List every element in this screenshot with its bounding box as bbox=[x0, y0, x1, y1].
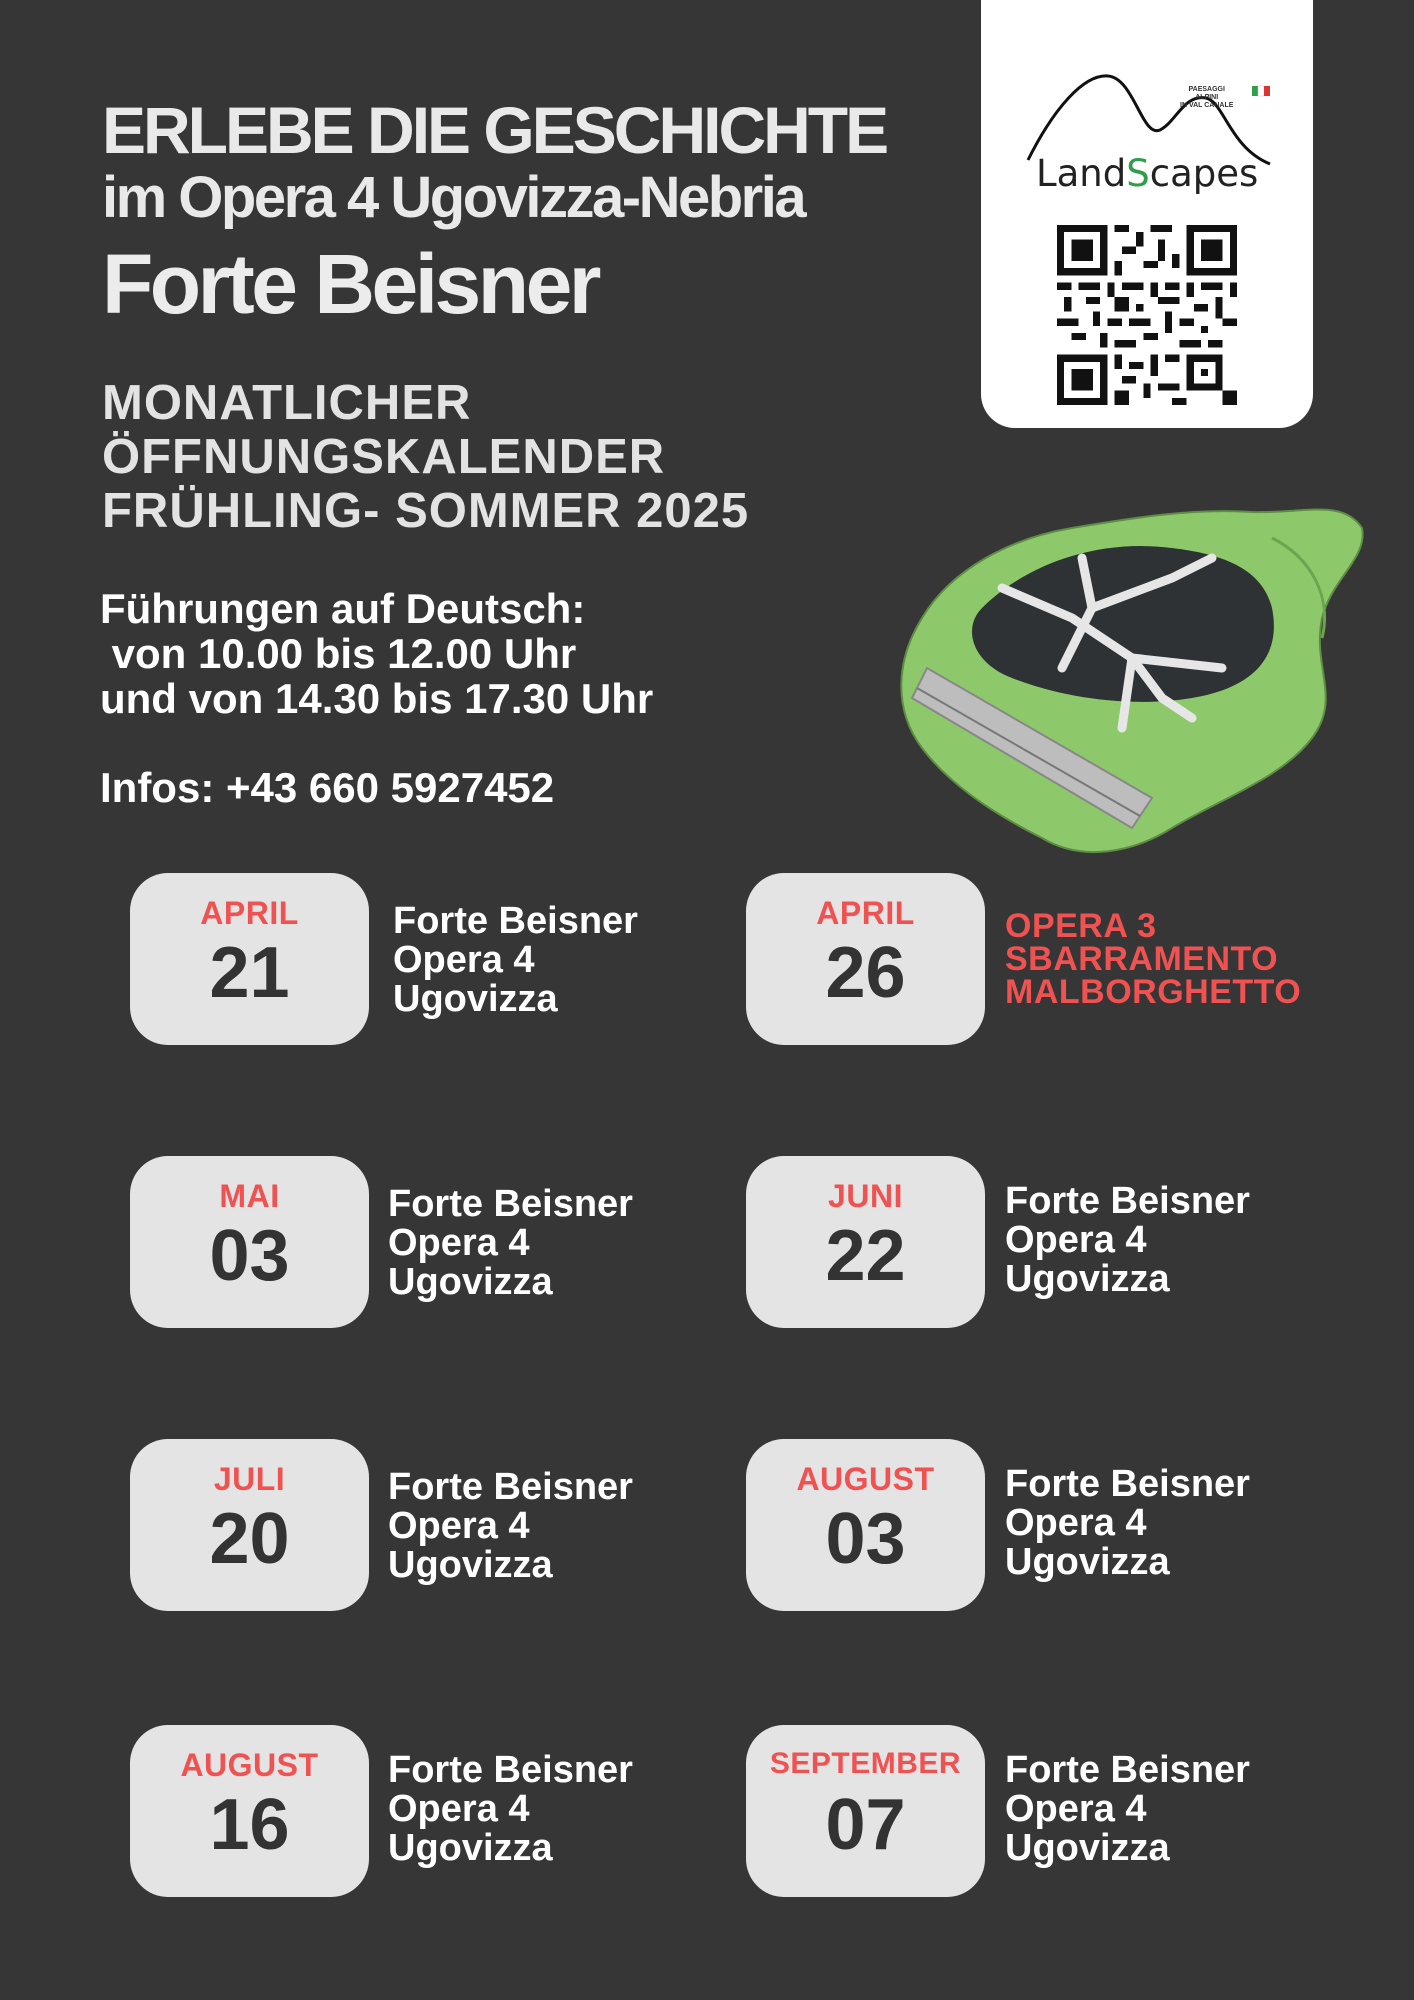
date-month: AUGUST bbox=[180, 1747, 319, 1783]
event-description: Forte Beisner Opera 4 Ugovizza bbox=[388, 1466, 633, 1586]
event-description-highlight: OPERA 3 SBARRAMENTO MALBORGHETTO bbox=[1005, 907, 1302, 1011]
headline-line2: im Opera 4 Ugovizza-Nebria bbox=[102, 165, 805, 230]
date-month: JUNI bbox=[828, 1178, 903, 1214]
event-description: Forte Beisner Opera 4 Ugovizza bbox=[388, 1183, 633, 1303]
tour-times-line3: und von 14.30 bis 17.30 Uhr bbox=[100, 675, 654, 722]
date-month: APRIL bbox=[200, 895, 299, 931]
event-description: Forte Beisner Opera 4 Ugovizza bbox=[393, 900, 638, 1020]
event-description: Forte Beisner Opera 4 Ugovizza bbox=[1005, 1749, 1250, 1869]
date-day: 22 bbox=[825, 1216, 906, 1296]
date-box bbox=[130, 1439, 369, 1611]
calendar-title-line1: MONATLICHER bbox=[102, 376, 472, 430]
tour-times-line2: von 10.00 bis 12.00 Uhr bbox=[100, 630, 577, 677]
date-day: 07 bbox=[825, 1785, 906, 1865]
event-description: Forte Beisner Opera 4 Ugovizza bbox=[1005, 1180, 1250, 1300]
date-box bbox=[746, 1439, 985, 1611]
date-day: 26 bbox=[825, 933, 906, 1013]
date-month: MAI bbox=[219, 1178, 280, 1214]
date-box bbox=[130, 873, 369, 1045]
tour-times-line1: Führungen auf Deutsch: bbox=[100, 585, 586, 632]
calendar-title-line2: ÖFFNUNGSKALENDER bbox=[102, 430, 666, 484]
date-day: 03 bbox=[209, 1216, 290, 1296]
flag-icon bbox=[1252, 86, 1258, 96]
date-box bbox=[130, 1725, 369, 1897]
qr-code-icon[interactable] bbox=[1057, 225, 1237, 405]
logo-small-text: PAESAGGI ALPINI IN VAL CANALE bbox=[1180, 86, 1234, 109]
info-phone: Infos: +43 660 5927452 bbox=[100, 764, 555, 811]
headline-line1: ERLEBE DIE GESCHICHTE bbox=[102, 93, 887, 167]
date-month: APRIL bbox=[816, 895, 915, 931]
date-day: 20 bbox=[209, 1499, 290, 1579]
date-box bbox=[746, 1725, 985, 1897]
date-box bbox=[746, 873, 985, 1045]
date-day: 16 bbox=[209, 1785, 290, 1865]
tour-times bbox=[100, 586, 653, 721]
date-day: 03 bbox=[825, 1499, 906, 1579]
calendar-title-line3: FRÜHLING- SOMMER 2025 bbox=[102, 484, 750, 538]
calendar-title bbox=[102, 376, 749, 538]
event-description: Forte Beisner Opera 4 Ugovizza bbox=[388, 1749, 633, 1869]
date-day: 21 bbox=[209, 933, 290, 1013]
date-box bbox=[130, 1156, 369, 1328]
date-month: SEPTEMBER bbox=[769, 1747, 962, 1780]
date-month: AUGUST bbox=[796, 1461, 935, 1497]
headline-title: Forte Beisner bbox=[102, 237, 598, 331]
date-box bbox=[746, 1156, 985, 1328]
logo-wordmark: LandScapes bbox=[1036, 152, 1259, 195]
fort-map-illustration bbox=[892, 498, 1368, 862]
date-month: JULI bbox=[213, 1461, 286, 1497]
event-description: Forte Beisner Opera 4 Ugovizza bbox=[1005, 1463, 1250, 1583]
